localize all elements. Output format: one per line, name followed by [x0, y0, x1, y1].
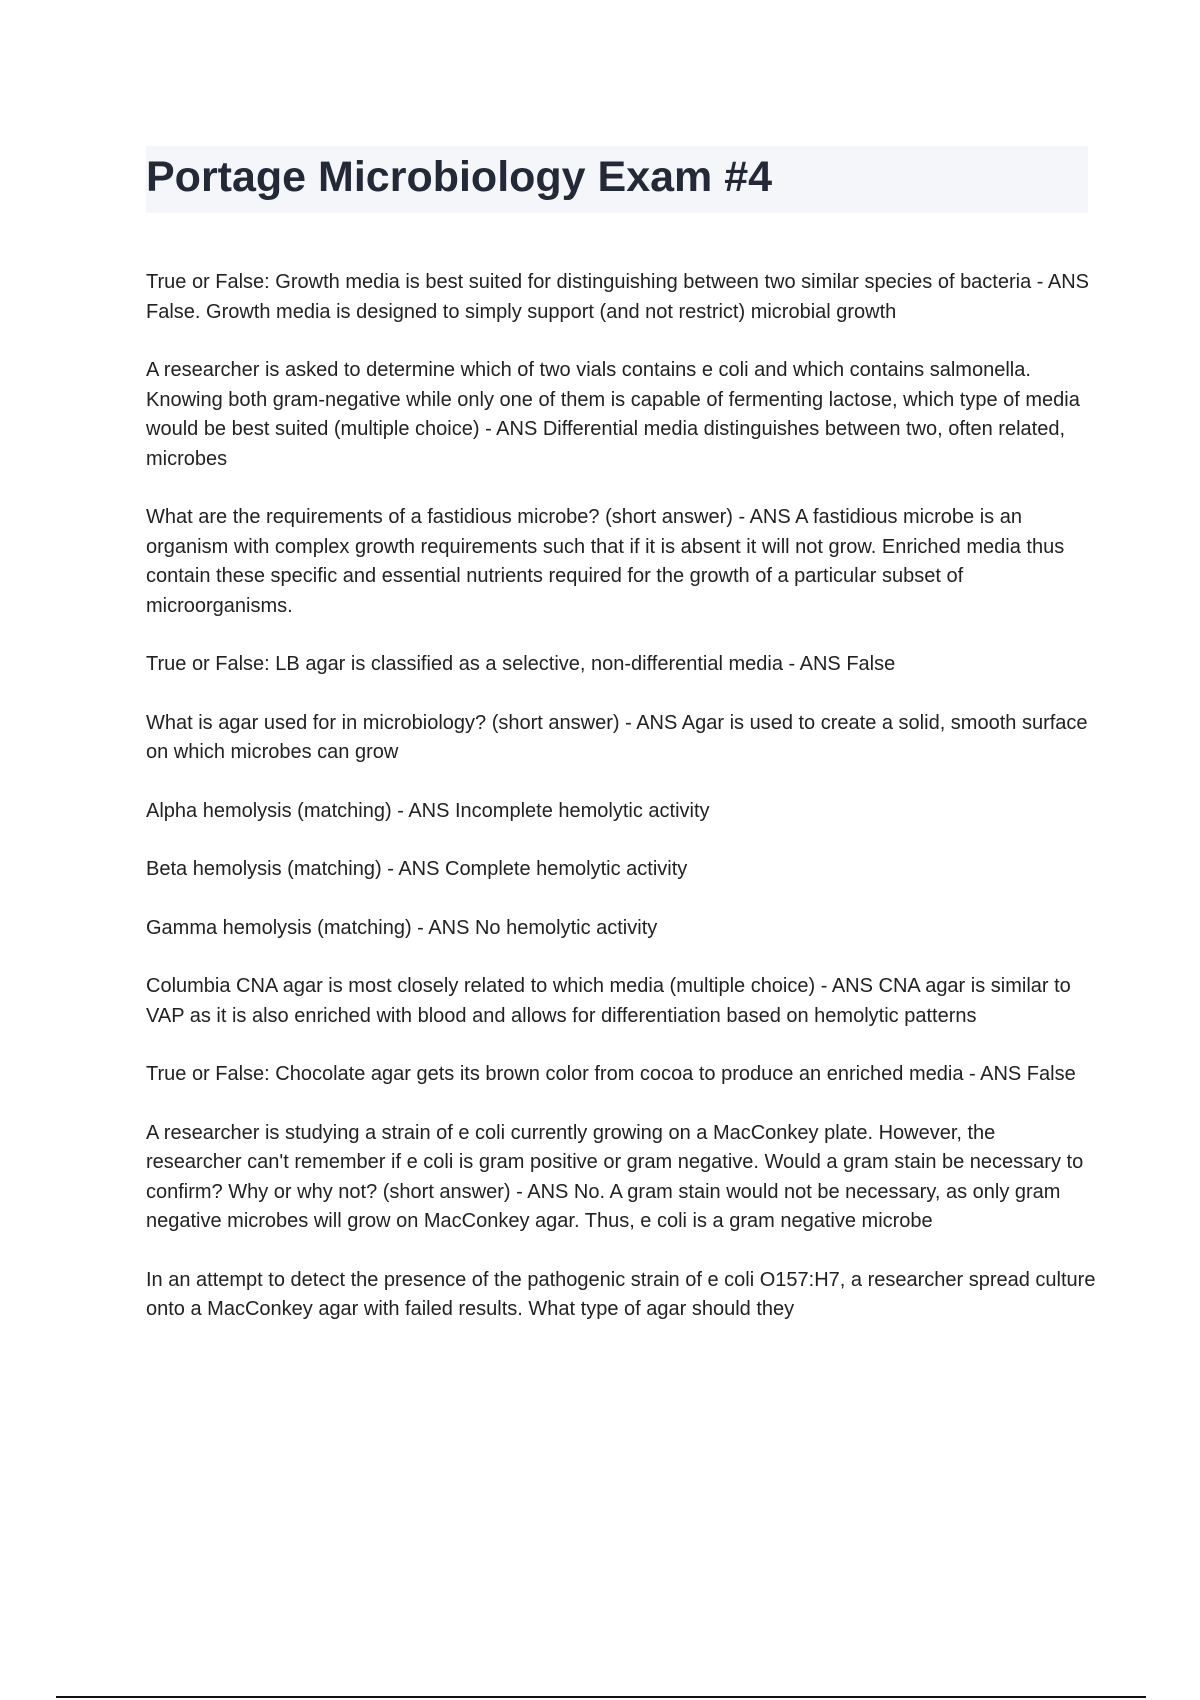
qa-item-2: A researcher is asked to determine which of two vials contains e coli and which contains salmonella. Knowing both gram-negative while only one of them is capable of fermenting lactose, which type of media would be best suited (multiple choice) - ANS Differential media distinguishes between two, often related, microbes	[146, 359, 1080, 470]
qa-item-9: Columbia CNA agar is most closely related to which media (multiple choice) - ANS CNA agar is similar to VAP as it is also enriched with blood and allows for differentiation based on hemolytic patterns	[146, 975, 1071, 1027]
page-title: Portage Microbiology Exam #4	[146, 153, 773, 201]
qa-item-6: Alpha hemolysis (matching) - ANS Incomplete hemolytic activity	[146, 799, 710, 822]
qa-item-3: What are the requirements of a fastidious microbe? (short answer) - ANS A fastidious microbe is an organism with complex growth requirements such that if it is absent it will not grow. Enriched media thus contain these specific and essential nutrients required for the growth of a particular subset of microorganisms.	[146, 506, 1065, 617]
footer-rule	[56, 1696, 1146, 1698]
qa-item-5: What is agar used for in microbiology? (short answer) - ANS Agar is used to create a solid, smooth surface on which microbes can grow	[146, 711, 1088, 763]
qa-item-11: A researcher is studying a strain of e coli currently growing on a MacConkey plate. However, the researcher can't remember if e coli is gram positive or gram negative. Would a gram stain be necessary to confirm? Why or why not? (short answer) - ANS No. A gram stain would not be necessary, as only gram negative microbes will grow on MacConkey agar. Thus, e coli is a gram negative microbe	[146, 1121, 1084, 1232]
document-body	[146, 268, 1096, 1354]
qa-item-4: True or False: LB agar is classified as a selective, non-differential media - ANS False	[146, 653, 896, 675]
title-band	[146, 146, 1088, 213]
qa-item-12: In an attempt to detect the presence of the pathogenic strain of e coli O157:H7, a researcher spread culture onto a MacConkey agar with failed results. What type of agar should they	[146, 1268, 1096, 1320]
qa-item-10: True or False: Chocolate agar gets its brown color from cocoa to produce an enriched media - ANS False	[146, 1063, 1076, 1085]
qa-item-1: True or False: Growth media is best suited for distinguishing between two similar species of bacteria - ANS False. Growth media is designed to simply support (and not restrict) microbial growth	[146, 271, 1090, 323]
qa-item-7: Beta hemolysis (matching) - ANS Complete hemolytic activity	[146, 858, 688, 880]
qa-item-8: Gamma hemolysis (matching) - ANS No hemolytic activity	[146, 916, 658, 939]
